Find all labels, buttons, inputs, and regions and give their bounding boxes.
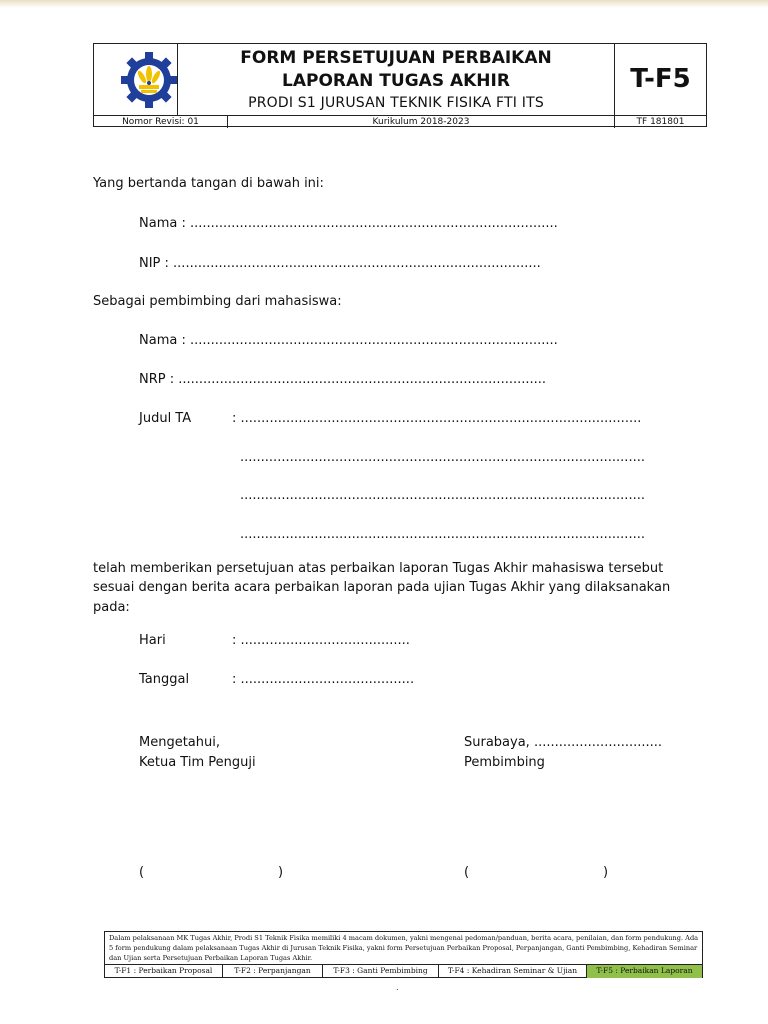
page-top-border xyxy=(0,0,768,8)
header-title xyxy=(178,44,614,115)
student-name-field[interactable]: Nama : ......................................................................................... xyxy=(139,333,558,348)
form-subtitle: PRODI S1 JURUSAN TEKNIK FISIKA FTI ITS xyxy=(248,95,544,111)
student-nrp-field[interactable]: NRP : ......................................................................................... xyxy=(139,372,547,387)
its-logo-icon xyxy=(119,50,179,110)
pembimbing-text: Pembimbing xyxy=(464,755,545,770)
document-number: TF 181801 xyxy=(614,116,706,128)
form-list-item-current: T-F5 : Perbaikan Laporan xyxy=(587,965,702,978)
form-list-item: T-F1 : Perbaikan Proposal xyxy=(105,965,223,978)
page-dot: . xyxy=(396,983,399,992)
statement-line-3: pada: xyxy=(93,600,130,615)
signature-close-right: ) xyxy=(603,865,609,880)
judul-line-1[interactable]: : ................................................................................................. xyxy=(232,411,642,426)
judul-label: Judul TA xyxy=(139,411,192,426)
hari-field[interactable]: : ......................................... xyxy=(232,633,410,648)
form-header xyxy=(93,43,707,127)
form-list-item: T-F3 : Ganti Pembimbing xyxy=(323,965,439,978)
supervisor-nip-field[interactable]: NIP : ......................................................................................... xyxy=(139,256,541,271)
footer-form-list xyxy=(105,964,702,977)
tanggal-field[interactable]: : .......................................... xyxy=(232,672,415,687)
footer-note: Dalam pelaksanaan MK Tugas Akhir, Prodi S1 Teknik Fisika memiliki 4 macam dokumen, yakni mengenai pedoman/panduan, berita acara, penilaian, dan form pendukung. Ada 5 form pendukung dalam pelaksanaan Tugas Akhir di Jurusan Teknik Fisika, yakni form Persetujuan Perbaikan Proposal, Perpanjangan, Ganti Pembimbing, Kehadiran Seminar dan Ujian serta Persetujuan Perbaikan Laporan Tugas Akhir. xyxy=(109,934,699,962)
curriculum: Kurikulum 2018-2023 xyxy=(372,117,470,127)
surabaya-date-field[interactable]: Surabaya, ............................... xyxy=(464,735,663,750)
form-title-line1: FORM PERSETUJUAN PERBAIKAN xyxy=(240,48,552,68)
signature-open-left: ( xyxy=(139,865,145,880)
hari-label: Hari xyxy=(139,633,166,648)
judul-line-2[interactable]: .................................................................................................. xyxy=(240,450,645,465)
mengetahui-text: Mengetahui, xyxy=(139,735,220,750)
form-code: T-F5 xyxy=(614,44,706,115)
intro-text: Yang bertanda tangan di bawah ini: xyxy=(93,176,324,191)
ketua-tim-penguji: Ketua Tim Penguji xyxy=(139,755,256,770)
form-list-item: T-F2 : Perpanjangan xyxy=(223,965,323,978)
signature-open-right: ( xyxy=(464,865,470,880)
as-supervisor-text: Sebagai pembimbing dari mahasiswa: xyxy=(93,294,342,309)
judul-line-4[interactable]: .................................................................................................. xyxy=(240,527,645,542)
form-list-item: T-F4 : Kehadiran Seminar & Ujian xyxy=(439,965,587,978)
statement-line-1: telah memberikan persetujuan atas perbaikan laporan Tugas Akhir mahasiswa tersebut xyxy=(93,561,664,576)
logo-cell xyxy=(94,44,178,115)
revision-number: Nomor Revisi: 01 xyxy=(94,116,228,128)
signature-close-left: ) xyxy=(278,865,284,880)
footer-box xyxy=(104,931,703,978)
tanggal-label: Tanggal xyxy=(139,672,190,687)
judul-line-3[interactable]: .................................................................................................. xyxy=(240,488,645,503)
form-title-line2: LAPORAN TUGAS AKHIR xyxy=(282,71,510,91)
header-info-row xyxy=(94,115,706,127)
statement-line-2: sesuai dengan berita acara perbaikan laporan pada ujian Tugas Akhir yang dilaksanakan xyxy=(93,580,671,595)
supervisor-name-field[interactable]: Nama : ......................................................................................... xyxy=(139,216,558,231)
